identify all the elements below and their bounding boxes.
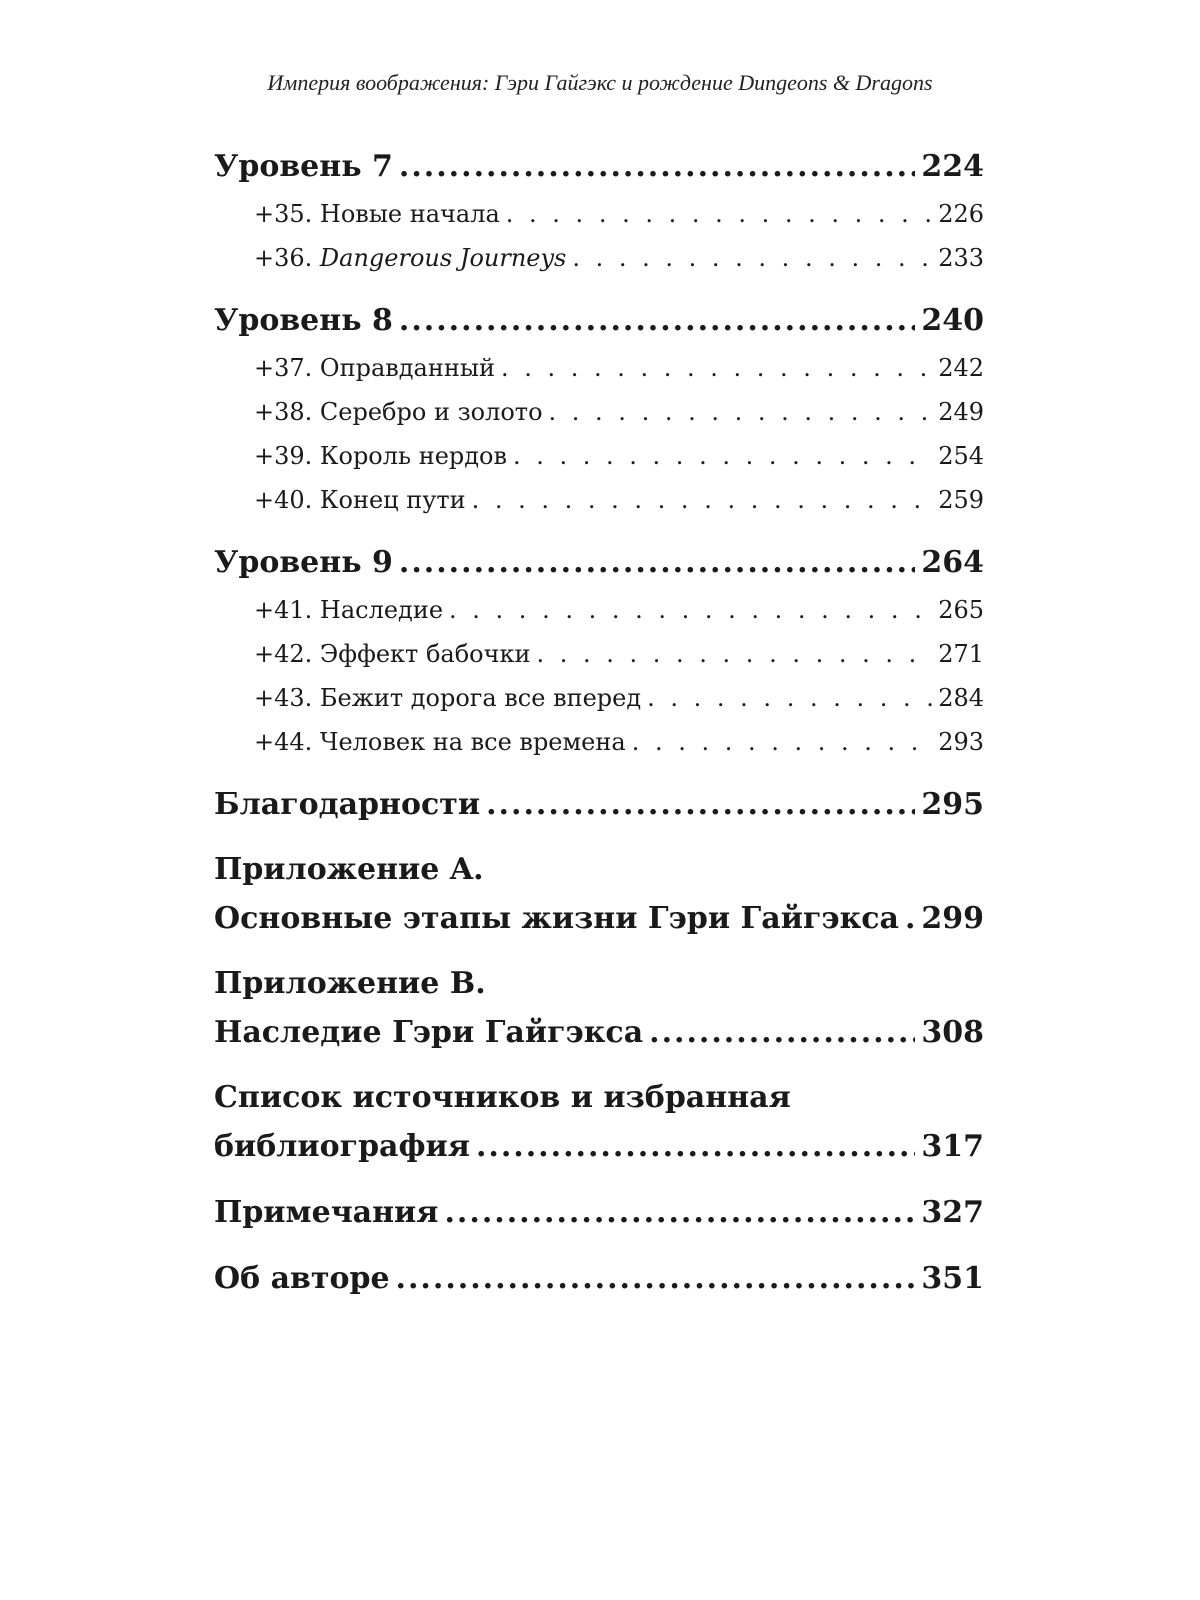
leader-dots [647,676,932,720]
toc-page-number: 271 [938,640,984,668]
toc-page-number: 242 [938,354,984,382]
toc-entry-title: Уровень 9 [214,545,393,580]
leader-dots [506,192,932,236]
chapter-number: +36. [254,244,313,272]
leader-dots [449,588,932,632]
toc-page-number: 351 [921,1261,984,1296]
chapter-title: Оправданный [319,354,495,382]
leader-dots [536,632,932,676]
toc-appendix-a[interactable] [214,846,984,944]
chapter-title: Король нердов [319,442,507,470]
toc-acknowledgements[interactable] [214,780,984,830]
toc-level-7[interactable] [214,142,984,192]
chapter-title: Бежит дорога все вперед [319,684,642,712]
toc-page-number: 254 [938,442,984,470]
leader-dots [476,1122,915,1172]
leader-dots [549,390,933,434]
leader-dots [632,720,933,764]
chapter-title: Конец пути [319,486,466,514]
leader-dots [396,1254,916,1304]
toc-page-number: 317 [921,1129,984,1164]
chapter-number: +41. [254,596,313,624]
toc-entry-title-line1: Приложение B. [214,966,486,1001]
toc-page-number: 299 [921,901,984,936]
toc-page-number: 249 [938,398,984,426]
toc-page-number: 226 [938,200,984,228]
leader-dots [905,894,915,944]
toc-page-number: 233 [938,244,984,272]
toc-entry-title: Уровень 7 [214,149,393,184]
toc-page-number: 264 [921,545,984,580]
toc-page-number: 284 [938,684,984,712]
toc-appendix-b[interactable] [214,960,984,1058]
chapter-title: Серебро и золото [319,398,543,426]
toc-entry-title-line2: Основные этапы жизни Гэри Гайгэкса [214,901,899,936]
toc-chapter-35[interactable] [214,192,984,236]
leader-dots [572,236,932,280]
leader-dots [399,538,915,588]
chapter-title: Наследие [319,596,444,624]
toc-about-author[interactable] [214,1254,984,1304]
chapter-number: +43. [254,684,313,712]
toc-chapter-39[interactable] [214,434,984,478]
toc-chapter-42[interactable] [214,632,984,676]
chapter-number: +38. [254,398,313,426]
chapter-number: +44. [254,728,313,756]
chapter-number: +39. [254,442,313,470]
toc-chapter-37[interactable] [214,346,984,390]
toc-entry-title-line2: Наследие Гэри Гайгэкса [214,1015,644,1050]
chapter-number: +37. [254,354,313,382]
leader-dots [399,142,915,192]
toc-page-number: 240 [921,303,984,338]
toc-notes[interactable] [214,1188,984,1238]
toc-page-number: 224 [921,149,984,184]
toc-entry-title: Уровень 8 [214,303,393,338]
toc-entry-title: Об авторе [214,1261,390,1296]
chapter-title: Человек на все времена [319,728,626,756]
toc-chapter-40[interactable] [214,478,984,522]
toc-bibliography[interactable] [214,1074,984,1172]
chapter-title: Новые начала [319,200,500,228]
toc-entry-title-line2: библиография [214,1129,470,1164]
leader-dots [472,478,933,522]
toc-chapter-36[interactable] [214,236,984,280]
leader-dots [649,1008,915,1058]
chapter-number: +42. [254,640,313,668]
chapter-title: Эффект бабочки [319,640,531,668]
leader-dots [399,296,915,346]
toc-level-9[interactable] [214,538,984,588]
leader-dots [501,346,932,390]
toc-chapter-38[interactable] [214,390,984,434]
toc-chapter-44[interactable] [214,720,984,764]
toc-page-number: 308 [921,1015,984,1050]
toc-chapter-41[interactable] [214,588,984,632]
toc-entry-title: Благодарности [214,787,481,822]
toc-entry-title-line1: Приложение A. [214,852,484,887]
toc-page-number: 295 [921,787,984,822]
toc-entry-title-line1: Список источников и избранная [214,1080,791,1115]
toc-page-number: 293 [938,728,984,756]
leader-dots [444,1188,915,1238]
chapter-number: +40. [254,486,313,514]
toc-page-number: 265 [938,596,984,624]
toc-page-number: 327 [921,1195,984,1230]
chapter-number: +35. [254,200,313,228]
toc-page-number: 259 [938,486,984,514]
toc-level-8[interactable] [214,296,984,346]
leader-dots [513,434,932,478]
running-head: Империя воображения: Гэри Гайгэкс и рождение Dungeons & Dragons [267,70,933,95]
leader-dots [486,780,915,830]
toc-chapter-43[interactable] [214,676,984,720]
toc-entry-title: Примечания [214,1195,439,1230]
chapter-title: Dangerous Journeys [319,244,567,272]
table-of-contents [214,142,984,1304]
